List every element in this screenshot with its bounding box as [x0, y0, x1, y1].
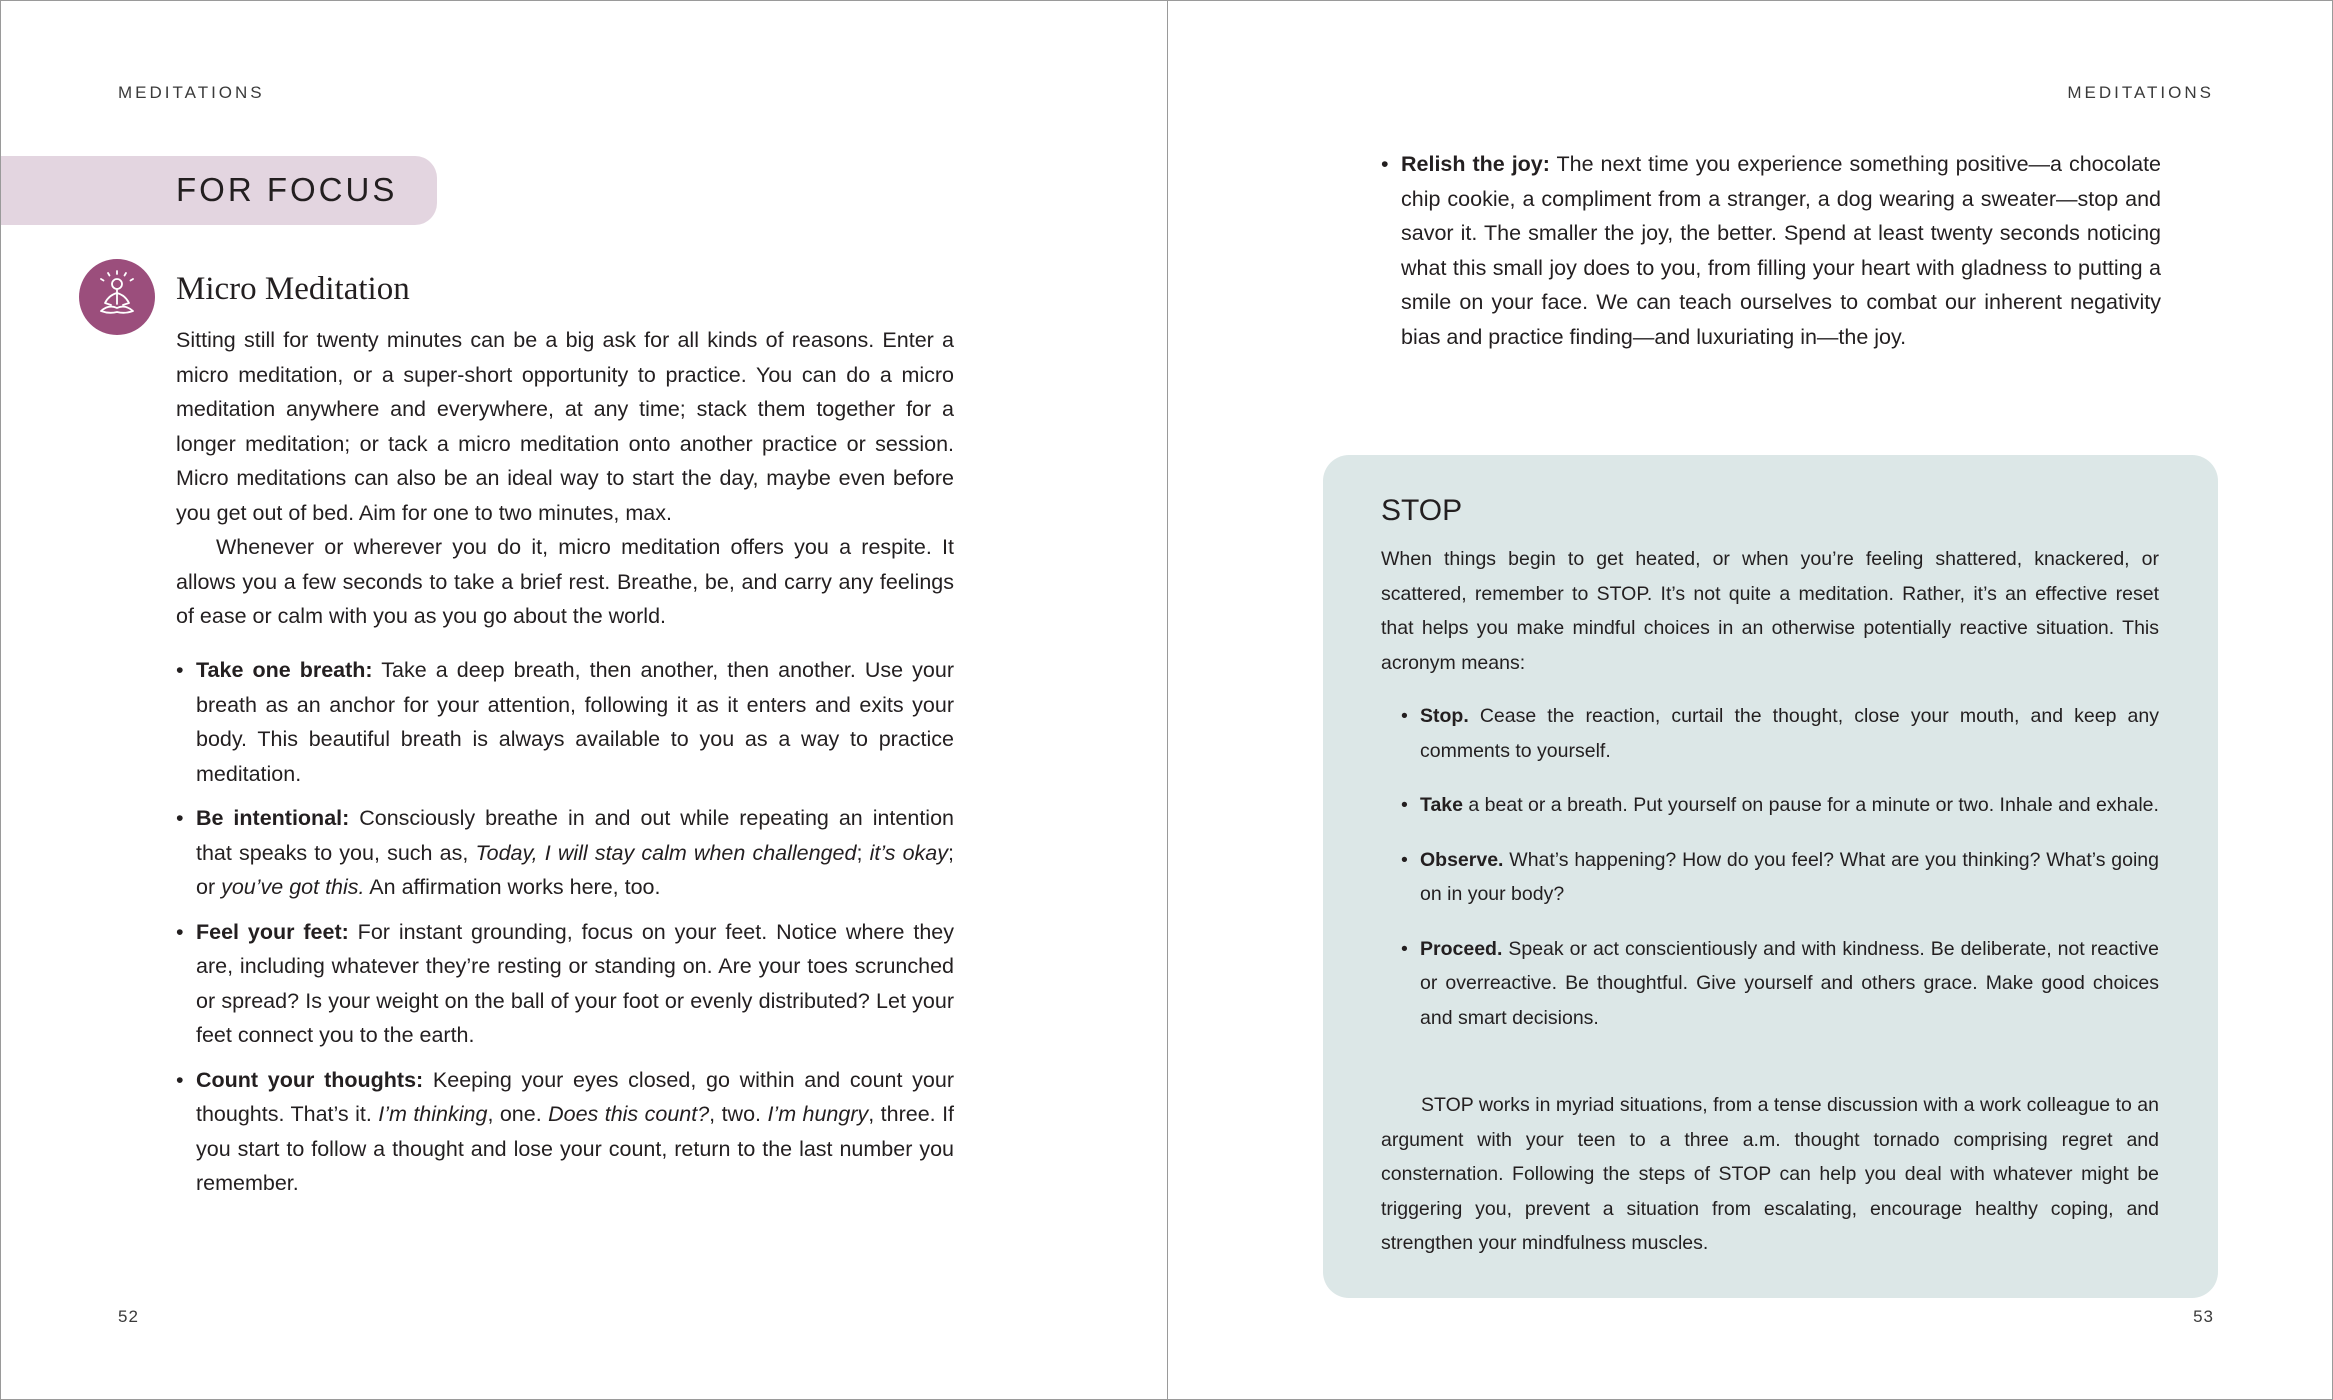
- item-italic: it’s okay: [869, 840, 949, 865]
- item-text: Cease the reaction, curtail the thought, close your mouth, and keep any comments to yourself.: [1420, 705, 2159, 762]
- left-page: [1, 1, 1167, 1400]
- list-item: [176, 653, 954, 791]
- item-italic: you’ve got this.: [221, 875, 365, 899]
- item-label: Feel your feet:: [196, 919, 349, 944]
- list-item: [176, 801, 954, 905]
- item-label: Take: [1420, 794, 1463, 816]
- item-label: Observe.: [1420, 848, 1504, 871]
- item-italic: Today, I will stay calm when challenged: [475, 840, 857, 865]
- item-text: ; or: [196, 840, 954, 899]
- meditating-figure-icon: [79, 259, 155, 335]
- stop-steps-list: [1401, 699, 2159, 1055]
- stop-intro: When things begin to get heated, or when you’re feeling shattered, knackered, or scattered, remember to STOP. It’s not quite a meditation. Rather, it’s an effective reset that helps you make mindful choices in an otherwise potentially reactive situation. This acronym means:: [1381, 548, 2159, 674]
- running-head: MEDITATIONS: [118, 83, 265, 102]
- list-item: [1401, 843, 2159, 912]
- item-italic: I’m thinking: [378, 1102, 488, 1126]
- page-number: 53: [2193, 1307, 2214, 1326]
- item-text: The next time you experience something positive—a chocolate chip cookie, a compliment from a stranger, a dog wearing a sweater—stop and savor it. The smaller the joy, the better. Spend at least twenty seconds noticing what this small joy does to you, from filling your heart with gladness to putting a smile on your face. We can teach ourselves to combat our inherent negativity bias and practice finding—and luxuriating in—the joy.: [1401, 152, 2161, 349]
- section-title: FOR FOCUS: [176, 171, 398, 208]
- item-text: Take a deep breath, then another, then another. Use your breath as an anchor for your attention, following it as it enters and exits your body. This beautiful breath is always available to you as a way to practice meditation.: [196, 658, 954, 786]
- running-head: MEDITATIONS: [2067, 83, 2214, 102]
- item-text: , three. If you start to follow a thought and lose your count, return to the last number you remember.: [196, 1102, 955, 1195]
- paragraph: Whenever or wherever you do it, micro meditation offers you a respite. It allows you a few seconds to take a brief rest. Breathe, be, and carry any feelings of ease or calm with you as you go about the world.: [176, 535, 954, 628]
- list-item: [1381, 147, 2161, 354]
- item-text: a beat or a breath. Put yourself on pause for a minute or two. Inhale and exhale.: [1463, 794, 2159, 816]
- list-item: [1401, 788, 2159, 823]
- item-label: Stop.: [1420, 705, 1469, 727]
- item-label: Take one breath:: [196, 658, 373, 682]
- item-italic: I’m hungry: [767, 1102, 869, 1126]
- item-label: Proceed.: [1420, 937, 1503, 960]
- item-text: , two.: [709, 1102, 768, 1126]
- item-text: , one.: [487, 1102, 549, 1126]
- item-text: Speak or act conscientiously and with kindness. Be deliberate, not reactive or overreactive. Be thoughtful. Give yourself and others grace. Make good choices and smart decisions.: [1420, 937, 2159, 1029]
- item-text: Keeping your eyes closed, go within and count your thoughts. That’s it.: [196, 1067, 954, 1126]
- item-label: Be intentional:: [196, 806, 350, 830]
- page-number: 52: [118, 1307, 139, 1326]
- item-text: Consciously breathe in and out while repeating an intention that speaks to you, such as,: [196, 806, 954, 865]
- intro-text: [176, 323, 954, 634]
- list-item: [1401, 699, 2159, 768]
- list-item: [176, 1063, 954, 1201]
- item-text: An affirmation works here, too.: [364, 875, 661, 899]
- stop-title: STOP: [1381, 494, 1463, 527]
- paragraph: Sitting still for twenty minutes can be a big ask for all kinds of reasons. Enter a micro meditation, or a super-short opportunity to practice. You can do a micro meditation anywhere and everywhere, at any time; stack them together for a longer meditation; or tack a micro meditation onto another practice or session. Micro meditations can also be an ideal way to start the day, maybe even before you get out of bed. Aim for one to two minutes, max.: [176, 328, 954, 525]
- practice-list-continued: [1381, 147, 2161, 354]
- item-text: What’s happening? How do you feel? What are you thinking? What’s going on in your body?: [1420, 848, 2159, 905]
- list-item: [1401, 932, 2159, 1036]
- item-text: For instant grounding, focus on your feet. Notice where they are, including whatever they’re resting or standing on. Are your toes scrunched or spread? Is your weight on the ball of your foot or evenly distributed? Let your feet connect you to the earth.: [196, 919, 955, 1047]
- item-text: ;: [856, 840, 870, 865]
- heading-micro-meditation: Micro Meditation: [176, 271, 410, 307]
- item-label: Relish the joy:: [1401, 152, 1550, 176]
- item-italic: Does this count?: [548, 1102, 710, 1126]
- stop-outro: STOP works in myriad situations, from a tense discussion with a work colleague to an argument with your teen to a three a.m. thought tornado comprising regret and consternation. Following the steps of STOP can help you deal with whatever might be triggering you, prevent a situation from escalating, encourage healthy coping, and strengthen your mindfulness muscles.: [1381, 1094, 2159, 1254]
- practice-list: [176, 653, 954, 1211]
- item-label: Count your thoughts:: [196, 1067, 424, 1092]
- list-item: [176, 915, 954, 1053]
